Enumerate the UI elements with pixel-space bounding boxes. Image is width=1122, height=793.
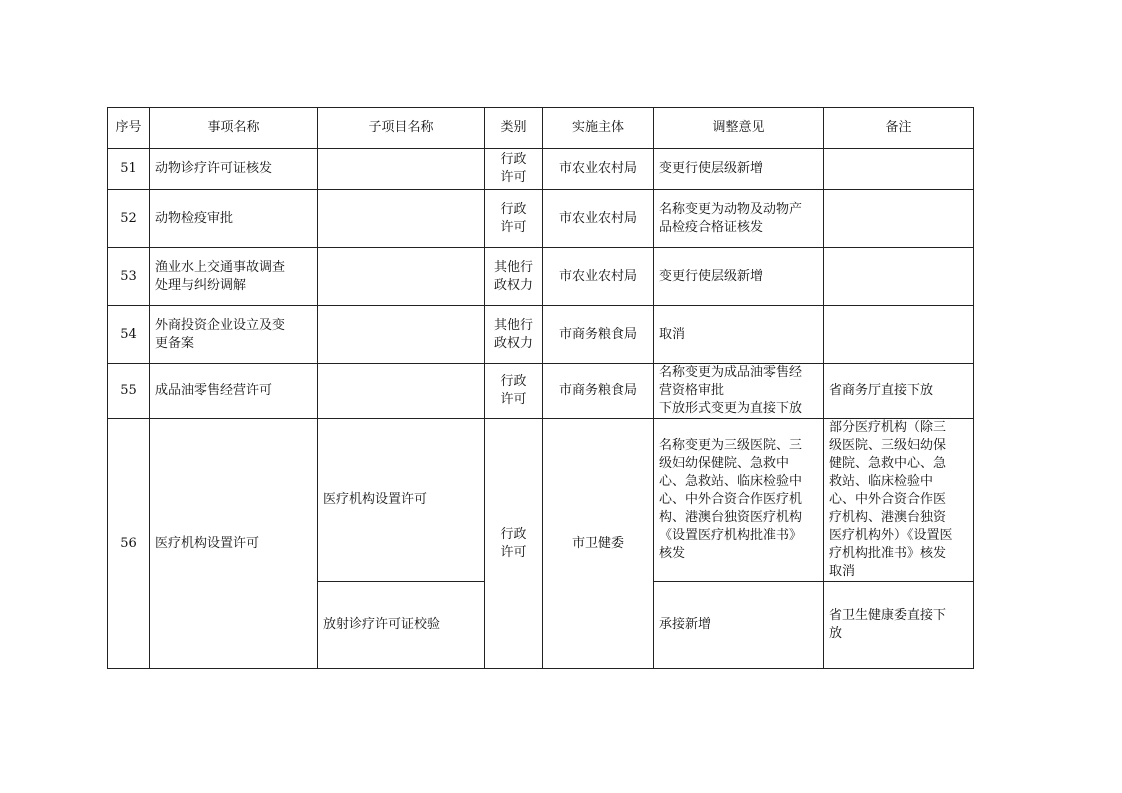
row-category xyxy=(485,190,543,248)
row-item xyxy=(150,248,318,306)
row-item: 成品油零售经营许可 xyxy=(150,364,318,419)
opinion-line: 名称变更为动物及动物产 xyxy=(659,201,803,217)
header-row xyxy=(108,108,974,149)
row-seq: 53 xyxy=(108,248,150,306)
opinion-line: 变更行使层级新增 xyxy=(659,161,764,176)
header-remark: 备注 xyxy=(824,108,974,149)
item-line: 更备案 xyxy=(155,335,195,351)
row-agent: 市农业农村局 xyxy=(543,248,654,306)
opinion-line: 变更行使层级新增 xyxy=(659,268,764,284)
row-seq: 56 xyxy=(108,419,150,669)
row-opinion xyxy=(654,419,824,582)
row-sub xyxy=(318,306,485,364)
category-line: 行政 xyxy=(500,374,527,389)
remark-line: 级医院、三级妇幼保 xyxy=(829,438,947,453)
opinion-line: 构、港澳台独资医疗机构 xyxy=(659,510,803,525)
remark-line: 疗机构、港澳台独资 xyxy=(829,510,947,525)
category-line: 许可 xyxy=(500,544,527,560)
opinion-line: 取消 xyxy=(659,326,686,342)
opinion-line: 名称变更为成品油零售经 xyxy=(659,365,803,380)
row-item: 动物诊疗许可证核发 xyxy=(150,149,318,190)
category-line: 许可 xyxy=(500,170,527,185)
row-opinion xyxy=(654,582,824,669)
table-row xyxy=(108,306,974,364)
table-row xyxy=(108,364,974,419)
row-sub: 放射诊疗许可证校验 xyxy=(318,582,485,669)
category-line: 政权力 xyxy=(493,335,533,351)
row-seq: 55 xyxy=(108,364,150,419)
header-seq: 序号 xyxy=(108,108,150,149)
opinion-line: 《设置医疗机构批准书》 xyxy=(659,528,803,543)
remark-line: 心、中外合资合作医 xyxy=(829,492,947,507)
item-line: 外商投资企业设立及变 xyxy=(155,317,286,333)
row-item: 医疗机构设置许可 xyxy=(150,419,318,669)
category-line: 许可 xyxy=(500,392,527,407)
remark-line: 疗机构批准书》核发 xyxy=(829,546,947,561)
category-line: 行政 xyxy=(500,201,527,217)
header-opinion: 调整意见 xyxy=(654,108,824,149)
row-agent: 市农业农村局 xyxy=(543,149,654,190)
row-sub xyxy=(318,149,485,190)
row-item xyxy=(150,306,318,364)
row-sub xyxy=(318,364,485,419)
row-remark xyxy=(824,419,974,582)
table-row xyxy=(108,248,974,306)
row-sub xyxy=(318,190,485,248)
row-agent: 市商务粮食局 xyxy=(543,364,654,419)
row-seq: 52 xyxy=(108,190,150,248)
row-category xyxy=(485,306,543,364)
category-line: 许可 xyxy=(500,219,527,235)
row-category xyxy=(485,419,543,669)
table-row xyxy=(108,190,974,248)
row-category xyxy=(485,364,543,419)
opinion-line: 下放形式变更为直接下放 xyxy=(659,401,803,416)
row-opinion xyxy=(654,364,824,419)
row-opinion xyxy=(654,149,824,190)
category-line: 其他行 xyxy=(493,259,533,275)
remark-line: 救站、临床检验中 xyxy=(829,474,934,489)
row-remark xyxy=(824,306,974,364)
row-sub xyxy=(318,248,485,306)
header-agent: 实施主体 xyxy=(543,108,654,149)
row-opinion xyxy=(654,248,824,306)
table-row xyxy=(108,149,974,190)
category-line: 政权力 xyxy=(493,277,533,293)
remark-line: 健院、急救中心、急 xyxy=(829,456,947,471)
row-remark xyxy=(824,149,974,190)
remark-line: 省卫生健康委直接下 xyxy=(829,608,947,623)
category-line: 行政 xyxy=(500,152,527,167)
row-remark xyxy=(824,248,974,306)
remark-line: 部分医疗机构（除三 xyxy=(829,420,947,435)
header-item: 事项名称 xyxy=(150,108,318,149)
row-sub: 医疗机构设置许可 xyxy=(318,419,485,582)
row-opinion xyxy=(654,306,824,364)
opinion-line: 心、急救站、临床检验中 xyxy=(659,474,803,489)
row-seq: 54 xyxy=(108,306,150,364)
row-agent: 市卫健委 xyxy=(543,419,654,669)
row-agent: 市农业农村局 xyxy=(543,190,654,248)
item-line: 渔业水上交通事故调查 xyxy=(155,259,286,275)
row-category xyxy=(485,248,543,306)
row-remark xyxy=(824,364,974,419)
row-category xyxy=(485,149,543,190)
opinion-line: 品检疫合格证核发 xyxy=(659,219,764,235)
remark-line: 医疗机构外）《设置医 xyxy=(829,528,953,543)
opinion-line: 营资格审批 xyxy=(659,383,725,398)
row-remark xyxy=(824,190,974,248)
opinion-line: 名称变更为三级医院、三 xyxy=(659,438,803,453)
row-seq: 51 xyxy=(108,149,150,190)
category-line: 行政 xyxy=(500,526,527,542)
remark-line: 取消 xyxy=(829,564,856,579)
row-agent: 市商务粮食局 xyxy=(543,306,654,364)
category-line: 其他行 xyxy=(493,317,533,333)
opinion-line: 核发 xyxy=(659,546,686,561)
remark-line: 省商务厅直接下放 xyxy=(829,383,934,398)
opinion-line: 承接新增 xyxy=(659,617,712,632)
table-row xyxy=(108,419,974,582)
row-opinion xyxy=(654,190,824,248)
header-category: 类别 xyxy=(485,108,543,149)
adjustment-table xyxy=(107,107,974,669)
row-item: 动物检疫审批 xyxy=(150,190,318,248)
remark-line: 放 xyxy=(829,626,843,641)
header-sub: 子项目名称 xyxy=(318,108,485,149)
opinion-line: 级妇幼保健院、急救中 xyxy=(659,456,790,471)
opinion-line: 心、中外合资合作医疗机 xyxy=(659,492,803,507)
row-remark xyxy=(824,582,974,669)
item-line: 处理与纠纷调解 xyxy=(155,277,247,293)
